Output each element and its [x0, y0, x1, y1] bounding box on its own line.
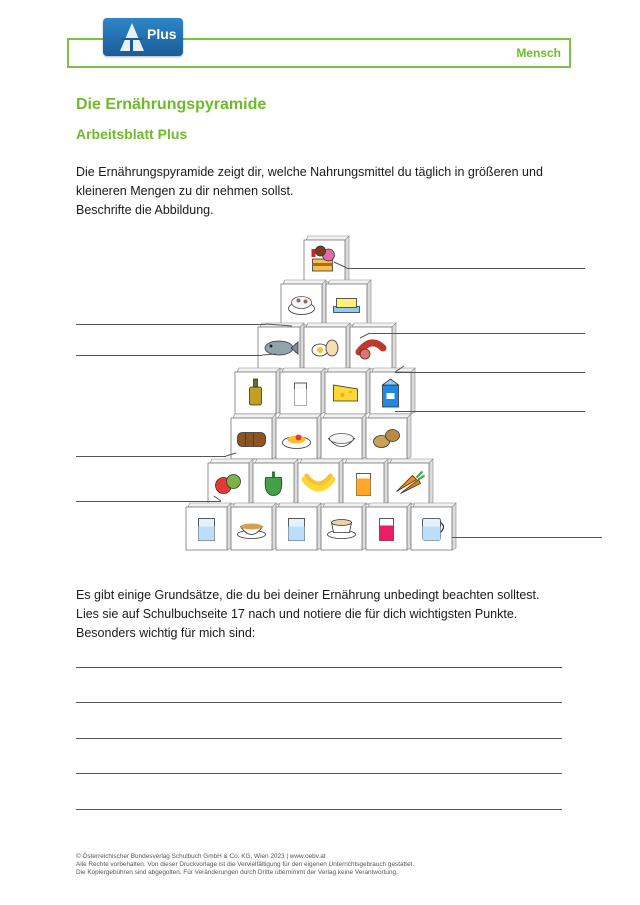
label-line[interactable]: [76, 501, 221, 502]
tea-bowl-block: [231, 503, 276, 550]
logo-label: Plus: [147, 26, 177, 42]
intro-line: Beschrifte die Abbildung.: [76, 203, 214, 217]
task-line: Es gibt einige Grundsätze, die du bei deiner Ernährung unbedingt beachten solltest.: [76, 588, 540, 602]
milk-carton-icon: [383, 379, 399, 407]
bread-block: [231, 414, 276, 459]
butter-block: [326, 280, 371, 325]
juice-glass-block: [343, 459, 388, 504]
label-line[interactable]: [395, 372, 585, 373]
apple-block: [208, 459, 253, 504]
answer-line[interactable]: [76, 702, 562, 703]
copyright-footer: [76, 853, 414, 877]
oil-bottle-block: [235, 368, 280, 414]
answer-line[interactable]: [76, 809, 562, 810]
water-glass-block: [186, 503, 231, 550]
task-text: [76, 586, 540, 643]
label-line[interactable]: [76, 324, 266, 325]
label-line[interactable]: [452, 537, 602, 538]
pink-drink-block: [366, 503, 411, 550]
task-line: Lies sie auf Schulbuchseite 17 nach und notiere die für dich wichtigsten Punkte.: [76, 607, 518, 621]
milk-carton-block: [370, 368, 415, 414]
water-glass-block: [276, 503, 321, 550]
answer-line[interactable]: [76, 773, 562, 774]
milk-glass-block: [280, 368, 325, 414]
label-line[interactable]: [395, 411, 585, 412]
cream-bowl-block: [281, 280, 326, 325]
bread-icon: [238, 433, 266, 447]
pasta-plate-block: [276, 414, 321, 459]
answer-line[interactable]: [76, 738, 562, 739]
page-title: Die Ernährungspyramide: [76, 96, 267, 113]
water-glass-icon: [289, 519, 305, 541]
footer-line: Die Kopiergebühren sind abgegolten. Für Veränderungen durch Dritte übernimmt der Verlag keine Verantwortung.: [76, 869, 398, 876]
butter-icon: [334, 299, 360, 313]
carrots-block: [388, 459, 433, 504]
water-jug-icon: [423, 519, 444, 541]
water-jug-block: [411, 503, 456, 550]
juice-glass-icon: [357, 474, 371, 496]
cup-block: [321, 503, 366, 550]
label-line[interactable]: [370, 333, 585, 334]
pepper-block: [253, 459, 298, 504]
label-line[interactable]: [76, 355, 262, 356]
bananas-block: [298, 459, 343, 504]
intro-line: Die Ernährungspyramide zeigt dir, welche Nahrungsmittel du täglich in größeren und: [76, 165, 543, 179]
footer-line: Alle Rechte vorbehalten. Von dieser Druckvorlage ist die Vervielfältigung für den eigenen Unterrichtsgebrauch gestattet.: [76, 861, 415, 868]
sausage-block: [350, 323, 396, 369]
subject-label: Mensch: [516, 46, 561, 60]
page-subtitle: Arbeitsblatt Plus: [76, 126, 188, 142]
answer-line[interactable]: [76, 667, 562, 668]
potatoes-block: [366, 414, 411, 459]
intro-line: kleineren Mengen zu dir nehmen sollst.: [76, 184, 294, 198]
task-line: Besonders wichtig für mich sind:: [76, 626, 256, 640]
eggs-block: [304, 323, 350, 369]
cheese-block: [325, 368, 370, 414]
cake-and-ice-cream-block: [304, 236, 349, 282]
pink-drink-icon: [380, 519, 394, 541]
footer-line: © Österreichischer Bundesverlag Schulbuch GmbH & Co. KG, Wien 2023 | www.oebv.at: [76, 853, 326, 860]
rice-bowl-block: [321, 414, 366, 459]
milk-glass-icon: [295, 383, 307, 405]
label-line[interactable]: [76, 456, 226, 457]
fish-block: [258, 323, 304, 369]
label-line[interactable]: [347, 268, 585, 269]
water-glass-icon: [199, 519, 215, 541]
